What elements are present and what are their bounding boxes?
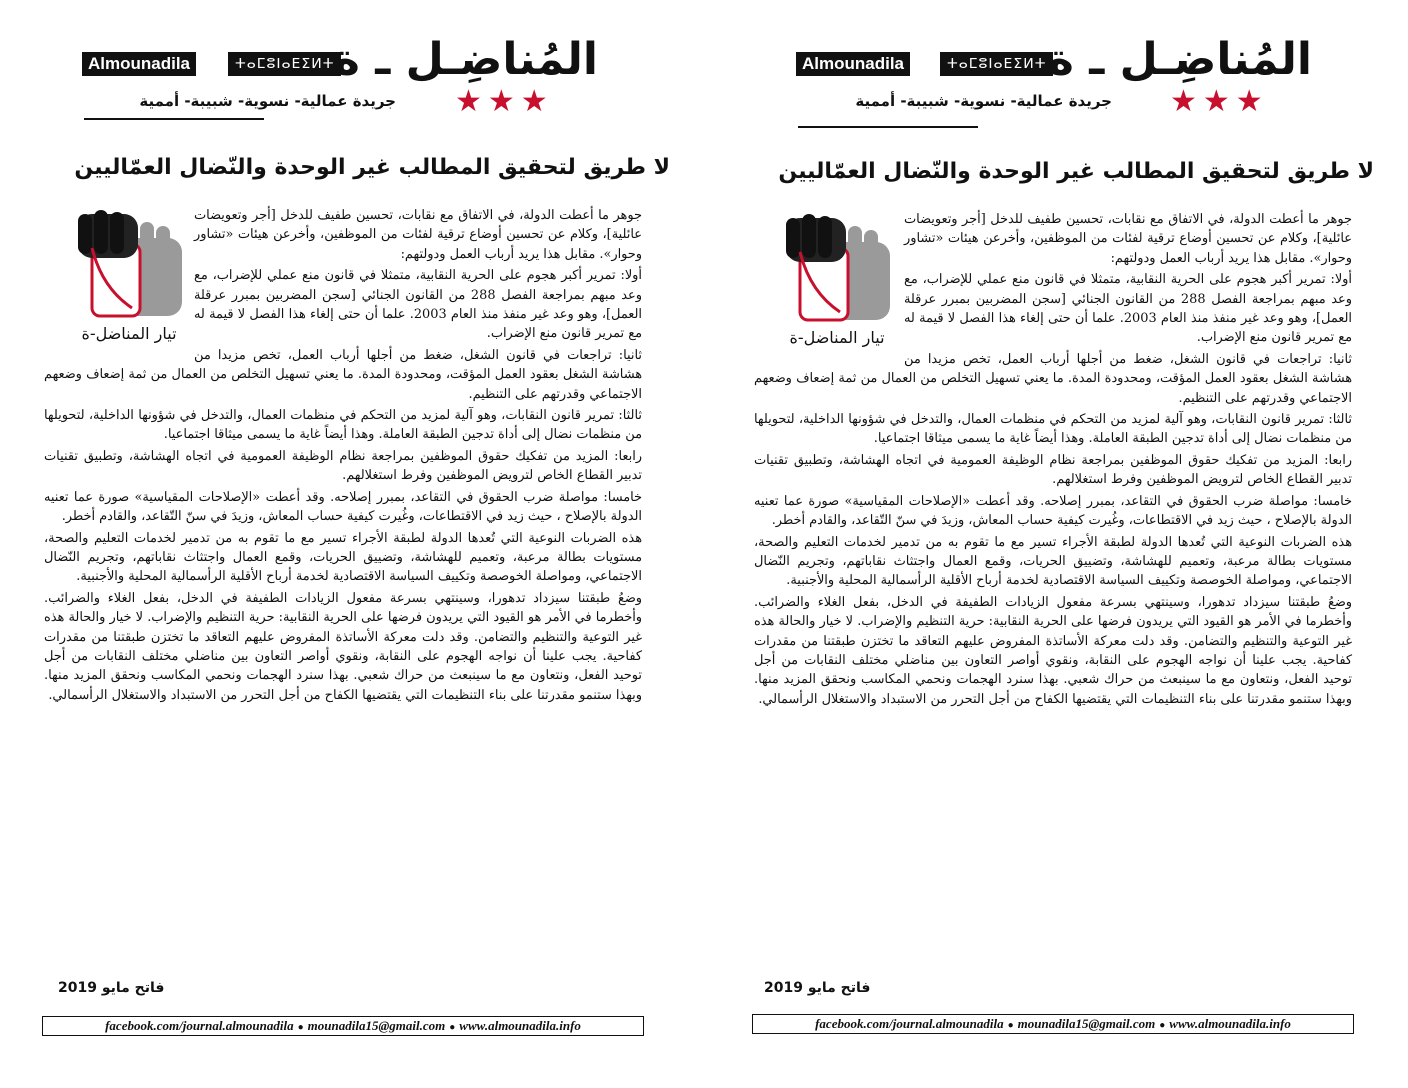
paragraph: ثالثا: تمرير قانون النقابات، وهو آلية لمزيد من التحكم في منظمات العمال، والتدخل في شؤونها الداخلية، لتحويلها من منظمات نضال إلى أداة تدجين الطبقة العاملة. وهذا أيضاً غاية ما يسمى ميثاقا اجتماعيا. [44, 408, 642, 443]
masthead-title: المُناضِـل ـ ة [1047, 34, 1312, 85]
masthead-rule [798, 126, 978, 128]
bullet-icon: ● [449, 1022, 456, 1033]
article-signature: فاتح مايو 2019 [764, 980, 871, 996]
paragraph: أولا: تمرير أكبر هجوم على الحرية النقابية، متمثلا في قانون منع عملي للإضراب، مع وعد مبهم بمراجعة الفصل 288 من القانون الجنائي [سجن المضربين بمبرر عرقلة العمل]، وهو وعد غير منفذ منذ العام 2003. علما أن حتى إلغاء هذا الفصل لا قيمة له مع تمرير قانون منع الإضراب. [904, 272, 1353, 346]
tifinagh-label: ⵜⴰⵎⵓⵏⴰⴹⵉⵍⵜ [940, 52, 1053, 76]
paragraph: وضعُ طبقتنا سيزداد تدهورا، وسينتهي بسرعة مفعول الزيادات الطفيفة في الدخل، بفعل الغلاء والضرائب. وأخطرما في الأمر هو القيود التي يريدون فرضها على الحرية النقابية: حرية التنظيم والإضراب. لا خيار والحالة هذه غير التوعية والتنظيم والتضامن. وقد دلت معركة الأساتذة المفروض عليهم التعاقد ما تختزن طبقتنا من مقدرات كفاحية. يجب علينا أن نواجه الهجوم على النقابة، ونقوي أواصر التعاون بين مناضلي مختلف النقابات من أجل توحيد الفعل، ونتعاون مع ما سينبعث من حراك شعبي. بهذا سنرد الهجمات ونحمي المكاسب ونحقق المزيد منها. وبهذا ستنمو مقدرتنا على بناء التنظيمات التي يقتضيها الكفاح من أجل التحرر من الاستبداد والاستغلال الرأسمالي. [754, 594, 1352, 707]
image-gap [754, 210, 904, 360]
tifinagh-label: ⵜⴰⵎⵓⵏⴰⴹⵉⵍⵜ [228, 52, 341, 76]
art-caption: تيار المناضل-ة [81, 324, 177, 343]
masthead [0, 32, 704, 122]
paragraph: خامسا: مواصلة ضرب الحقوق في التقاعد، بمبرر إصلاحه. وقد أعطت «الإصلاحات المقياسية» صورة عما تعنيه الدولة بالإصلاح ، حيث زيد في الاقتطاعات، وغُيرت كيفية حساب المعاش، وزيدَ في سنّ التّقاعد، والقادم أخطر. [754, 493, 1352, 529]
paragraph: وضعُ طبقتنا سيزداد تدهورا، وسينتهي بسرعة مفعول الزيادات الطفيفة في الدخل، بفعل الغلاء والضرائب. وأخطرما في الأمر هو القيود التي يريدون فرضها على الحرية النقابية: حرية التنظيم والإضراب. لا خيار والحالة هذه غير التوعية والتنظيم والتضامن. وقد دلت معركة الأساتذة المفروض عليهم التعاقد ما تختزن طبقتنا من مقدرات كفاحية. يجب علينا أن نواجه الهجوم على النقابة، ونقوي أواصر التعاون بين مناضلي مختلف النقابات من أجل توحيد الفعل، ونتعاون مع ما سينبعث من حراك شعبي. بهذا سنرد الهجمات ونحمي المكاسب ونحقق المزيد منها. وبهذا ستنمو مقدرتنا على بناء التنظيمات التي يقتضيها الكفاح من أجل التحرر من الاستبداد والاستغلال الرأسمالي. [44, 590, 642, 703]
star-icon: ★★★ [1170, 84, 1269, 119]
image-gap [44, 206, 194, 356]
paragraph: جوهر ما أعطت الدولة، في الاتفاق مع نقابات، تحسين طفيف للدخل [أجر وتعويضات عائلية]، وكلام عن تحسين أوضاع ترقية لفئات من الموظفين، وأخرعن هيئات «تشاور وحوار». مقابل هذا يريد أرباب العمل ودولتهم: [194, 208, 642, 262]
paragraph: ثانيا: تراجعات في قانون الشغل، ضغط من أجلها أرباب العمل، تخص مزيدا من هشاشة الشغل بعقود العمل المؤقت، ومحدودة المدة. ما يعني تسهيل التخلص من العمال من ثمة إضعاف وضعهم الاجتماعي وقدرتهم على التنظيم. [754, 351, 1352, 406]
website-link[interactable]: www.almounadila.info [459, 1018, 581, 1033]
masthead-subtitle: جريدة عمالية- نسوية- شبيبة- أممية [855, 92, 1112, 110]
article-headline: لا طريق لتحقيق المطالب غير الوحدة والنّضال العمّاليين [778, 159, 1374, 184]
email-link[interactable]: mounadila15@gmail.com [1017, 1016, 1156, 1031]
brand-label: Almounadila [796, 52, 910, 76]
facebook-link[interactable]: facebook.com/journal.almounadila [815, 1016, 1004, 1031]
paragraph: ثانيا: تراجعات في قانون الشغل، ضغط من أجلها أرباب العمل، تخص مزيدا من هشاشة الشغل بعقود العمل المؤقت، ومحدودة المدة. ما يعني تسهيل التخلص من العمال من ثمة إضعاف وضعهم الاجتماعي وقدرتهم على التنظيم. [44, 347, 642, 402]
brand-label: Almounadila [82, 52, 196, 76]
bullet-icon: ● [1159, 1020, 1166, 1031]
bullet-icon: ● [1007, 1020, 1014, 1031]
masthead-rule [84, 118, 264, 120]
footer-contacts [752, 1014, 1354, 1034]
article-signature: فاتح مايو 2019 [58, 980, 165, 996]
art-caption: تيار المناضل-ة [789, 328, 885, 347]
star-icon: ★★★ [455, 84, 554, 119]
masthead-subtitle: جريدة عمالية- نسوية- شبيبة- أممية [139, 92, 396, 110]
email-link[interactable]: mounadila15@gmail.com [307, 1018, 446, 1033]
website-link[interactable]: www.almounadila.info [1169, 1016, 1291, 1031]
masthead [704, 32, 1408, 122]
article-body [44, 206, 642, 707]
bullet-icon: ● [297, 1022, 304, 1033]
article-body [754, 210, 1352, 711]
article-headline: لا طريق لتحقيق المطالب غير الوحدة والنّضال العمّاليين [74, 155, 670, 180]
paragraph: خامسا: مواصلة ضرب الحقوق في التقاعد، بمبرر إصلاحه. وقد أعطت «الإصلاحات المقياسية» صورة عما تعنيه الدولة بالإصلاح ، حيث زيد في الاقتطاعات، وغُيرت كيفية حساب المعاش، وزيدَ في سنّ التّقاعد، والقادم أخطر. [44, 489, 642, 525]
paragraph: جوهر ما أعطت الدولة، في الاتفاق مع نقابات، تحسين طفيف للدخل [أجر وتعويضات عائلية]، وكلام عن تحسين أوضاع ترقية لفئات من الموظفين، وأخرعن هيئات «تشاور وحوار». مقابل هذا يريد أرباب العمل ودولتهم: [904, 212, 1352, 266]
paragraph: هذه الضربات النوعية التي تُعدها الدولة لطبقة الأجراء تسير مع ما تقوم به من تدمير لخدمات التعليم والصحة، مستويات بطالة مرعبة، وتعميم للهشاشة، وتضييق الحريات، وقمع العمال واجتثاث نقاباتهم، وتجريم النّضال الاجتماعي، ومواصلة الخوصصة وتكييف السياسة الاقتصادية لخدمة أرباح الأقلية الرأسمالية المحلية والأجنبية. [754, 534, 1352, 589]
paragraph: هذه الضربات النوعية التي تُعدها الدولة لطبقة الأجراء تسير مع ما تقوم به من تدمير لخدمات التعليم والصحة، مستويات بطالة مرعبة، وتعميم للهشاشة، وتضييق الحريات، وقمع العمال واجتثاث نقاباتهم، وتجريم النّضال الاجتماعي، ومواصلة الخوصصة وتكييف السياسة الاقتصادية لخدمة أرباح الأقلية الرأسمالية المحلية والأجنبية. [44, 530, 642, 585]
paragraph: أولا: تمرير أكبر هجوم على الحرية النقابية، متمثلا في قانون منع عملي للإضراب، مع وعد مبهم بمراجعة الفصل 288 من القانون الجنائي [سجن المضربين بمبرر عرقلة العمل]، وهو وعد غير منفذ منذ العام 2003. علما أن حتى إلغاء هذا الفصل لا قيمة له مع تمرير قانون منع الإضراب. [194, 268, 643, 342]
page-right [704, 0, 1408, 1088]
footer-contacts [42, 1016, 644, 1036]
paragraph: رابعا: المزيد من تفكيك حقوق الموظفين بمراجعة نظام الوظيفة العمومية في اتجاه الهشاشة، وتطبيق تقنيات تدبير القطاع الخاص لترويض الموظفين وفرط استغلالهم. [754, 452, 1352, 488]
facebook-link[interactable]: facebook.com/journal.almounadila [105, 1018, 294, 1033]
paragraph: رابعا: المزيد من تفكيك حقوق الموظفين بمراجعة نظام الوظيفة العمومية في اتجاه الهشاشة، وتطبيق تقنيات تدبير القطاع الخاص لترويض الموظفين وفرط استغلالهم. [44, 448, 642, 484]
paragraph: ثالثا: تمرير قانون النقابات، وهو آلية لمزيد من التحكم في منظمات العمال، والتدخل في شؤونها الداخلية، لتحويلها من منظمات نضال إلى أداة تدجين الطبقة العاملة. وهذا أيضاً غاية ما يسمى ميثاقا اجتماعيا. [754, 412, 1352, 447]
masthead-title: المُناضِـل ـ ة [333, 34, 598, 85]
